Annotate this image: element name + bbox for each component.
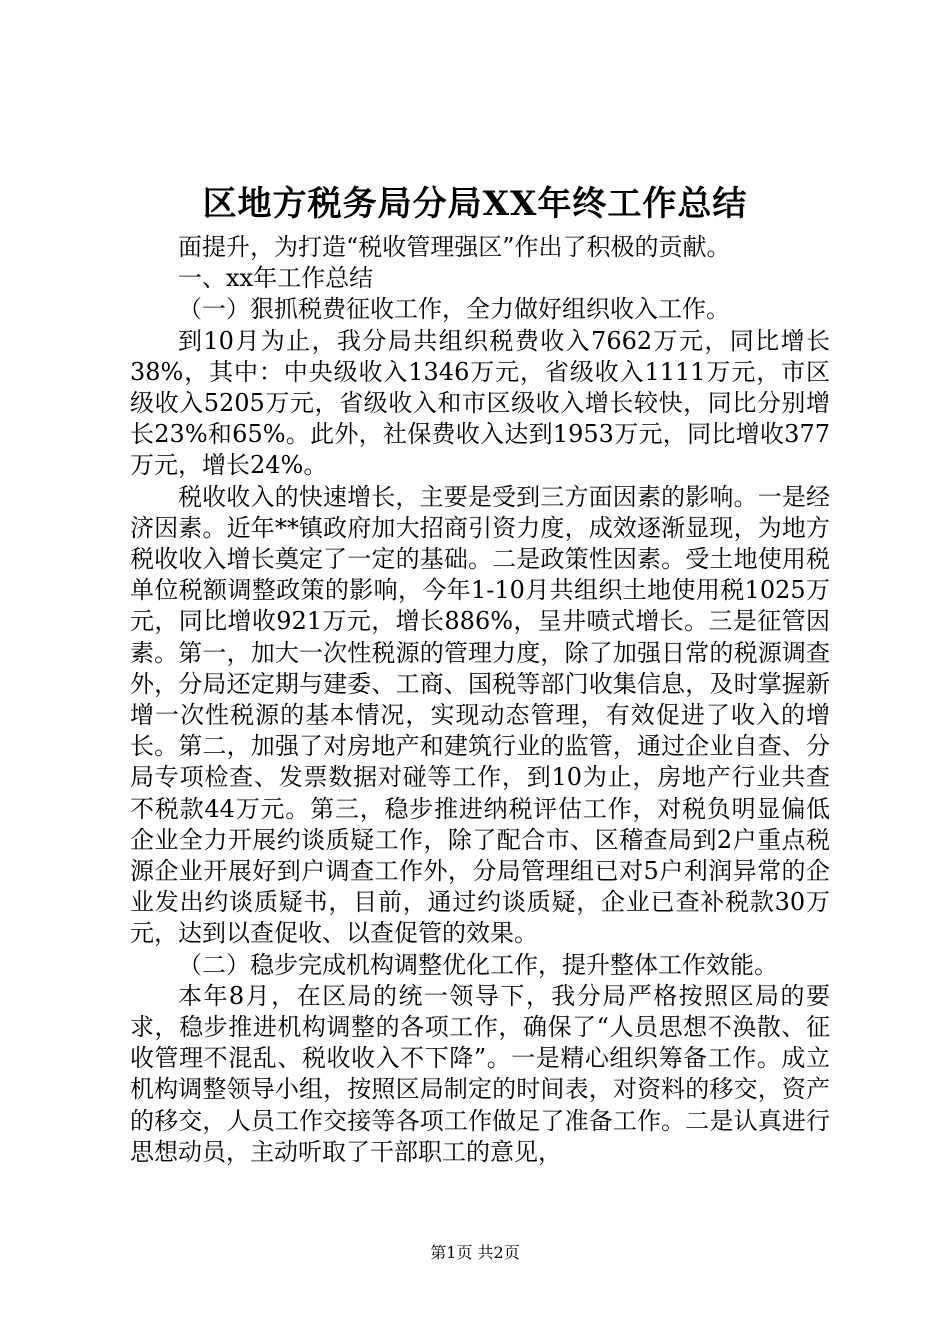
subsection-heading-2: （二）稳步完成机构调整优化工作，提升整体工作效能。 xyxy=(178,950,778,979)
paragraph-restructuring: 本年8月，在区局的统一领导下，我分局严格按照区局的要求，稳步推进机构调整的各项工作，确保了“人员思想不涣散、征收管理不混乱、税收收入不下降”。一是精心组织筹备工作。成立机构调整领导小组，按照区局制定的时间表，对资料的移交，资产的移交，人员工作交接等各项工作做足了准备工作。二是认真进行思想动员，主动听取了干部职工的意见， xyxy=(130,981,830,1166)
document-title: 区地方税务局分局XX年终工作总结 xyxy=(202,184,748,224)
paragraph-factors: 税收收入的快速增长，主要是受到三方面因素的影响。一是经济因素。近年**镇政府加大招商引资力度，成效逐渐显现，为地方税收收入增长奠定了一定的基础。二是政策性因素。受土地使用税单位税额调整政策的影响，今年1-10月共组织土地使用税1025万元，同比增收921万元，增长886%，呈井喷式增长。三是征管因素。第一，加大一次性税源的管理力度，除了加强日常的税源调查外，分局还定期与建委、工商、国税等部门收集信息，及时掌握新增一次性税源的基本情况，实现动态管理，有效促进了收入的增长。第二，加强了对房地产和建筑行业的监管，通过企业自查、分局专项检查、发票数据对碰等工作，到10为止，房地产行业共查不税款44万元。第三，稳步推进纳税评估工作，对税负明显偏低企业全力开展约谈质疑工作，除了配合市、区稽查局到2户重点税源企业开展好到户调查工作外，分局管理组已对5户利润异常的企业发出约谈质疑书，目前，通过约谈质疑，企业已查补税款30万元，达到以查促收、以查促管的效果。 xyxy=(130,482,830,948)
paragraph-intro: 面提升，为打造“税收管理强区”作出了积极的贡献。 xyxy=(178,233,731,261)
section-heading: 一、xx年工作总结 xyxy=(178,264,374,293)
paragraph-revenue: 到10月为止，我分局共组织税费收入7662万元，同比增长38%，其中：中央级收入1346万元，省级收入1111万元，市区级收入5205万元，省级收入和市区级收入增长较快，同比分别增长23%和65%。此外，社保费收入达到1953万元，同比增收377万元，增长24%。 xyxy=(130,326,830,480)
subsection-heading-1: （一）狠抓税费征收工作，全力做好组织收入工作。 xyxy=(178,295,730,324)
page-footer: 第1页 共2页 xyxy=(430,1243,520,1262)
document-body xyxy=(130,232,830,1168)
